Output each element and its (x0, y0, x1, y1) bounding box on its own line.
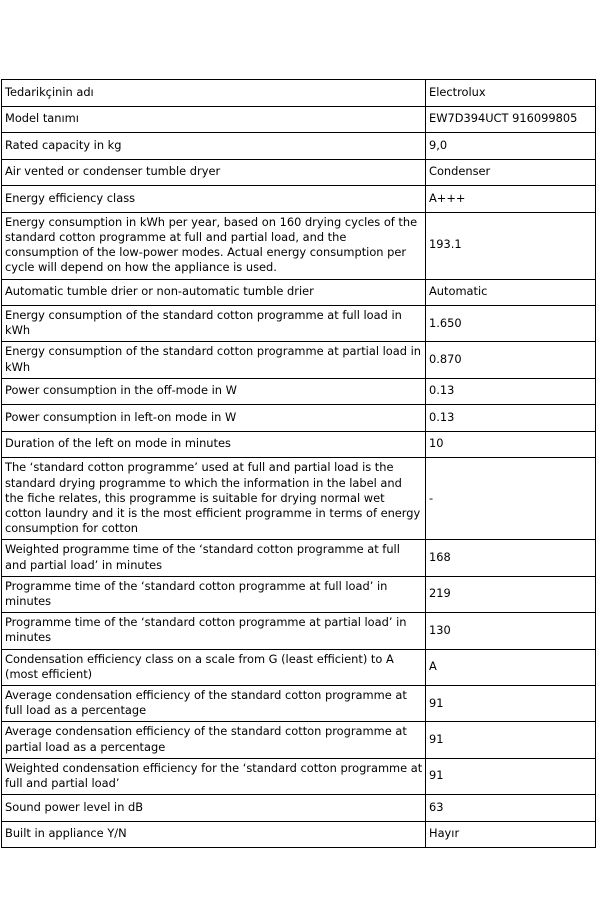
row-label: Model tanımı (2, 106, 426, 133)
row-label: Tedarikçinin adı (2, 80, 426, 107)
row-value: 193.1 (426, 212, 596, 279)
row-value: - (426, 458, 596, 540)
row-value: 1.650 (426, 306, 596, 342)
table-row (2, 306, 596, 342)
table-row (2, 186, 596, 213)
row-label: Energy efficiency class (2, 186, 426, 213)
product-fiche (1, 79, 595, 848)
table-row (2, 212, 596, 279)
table-row (2, 405, 596, 432)
table-row (2, 133, 596, 160)
row-label: Average condensation efficiency of the standard cotton programme at full load as a percentage (2, 685, 426, 721)
row-value: Condenser (426, 159, 596, 186)
row-label: Power consumption in left-on mode in W (2, 405, 426, 432)
row-label: Rated capacity in kg (2, 133, 426, 160)
table-row (2, 106, 596, 133)
row-value: Automatic (426, 279, 596, 306)
row-value: Electrolux (426, 80, 596, 107)
row-label: Automatic tumble drier or non-automatic tumble drier (2, 279, 426, 306)
row-label: Average condensation efficiency of the standard cotton programme at partial load as a percentage (2, 722, 426, 758)
row-label: Programme time of the ‘standard cotton programme at full load’ in minutes (2, 576, 426, 612)
table-row (2, 159, 596, 186)
row-label: Duration of the left on mode in minutes (2, 431, 426, 458)
row-value: A+++ (426, 186, 596, 213)
table-row (2, 378, 596, 405)
row-label: Energy consumption in kWh per year, based on 160 drying cycles of the standard cotton programme at full and partial load, and the consumption of the low-power modes. Actual energy consumption per cycle will depend on how the appliance is used. (2, 212, 426, 279)
row-value: Hayır (426, 821, 596, 848)
row-value: A (426, 649, 596, 685)
row-value: 0.13 (426, 378, 596, 405)
table-row (2, 722, 596, 758)
row-value: 9,0 (426, 133, 596, 160)
table-row (2, 821, 596, 848)
row-value: 130 (426, 613, 596, 649)
row-label: Programme time of the ‘standard cotton programme at partial load’ in minutes (2, 613, 426, 649)
table-row (2, 458, 596, 540)
table-row (2, 758, 596, 794)
row-label: Weighted condensation efficiency for the ‘standard cotton programme at full and partial load’ (2, 758, 426, 794)
row-value: 0.13 (426, 405, 596, 432)
table-row (2, 540, 596, 576)
table-row (2, 431, 596, 458)
row-label: The ‘standard cotton programme’ used at full and partial load is the standard drying programme to which the information in the label and the fiche relates, this programme is suitable for drying normal wet cotton laundry and it is the most efficient programme in terms of energy consumption for cotton (2, 458, 426, 540)
row-value: 168 (426, 540, 596, 576)
row-label: Power consumption in the off-mode in W (2, 378, 426, 405)
table-row (2, 649, 596, 685)
row-label: Energy consumption of the standard cotton programme at full load in kWh (2, 306, 426, 342)
table-row (2, 279, 596, 306)
row-value: 91 (426, 758, 596, 794)
row-value: 0.870 (426, 342, 596, 378)
row-value: 63 (426, 795, 596, 822)
row-label: Sound power level in dB (2, 795, 426, 822)
product-fiche-table (1, 79, 596, 848)
row-value: 219 (426, 576, 596, 612)
table-row (2, 613, 596, 649)
row-value: 91 (426, 685, 596, 721)
row-label: Energy consumption of the standard cotton programme at partial load in kWh (2, 342, 426, 378)
table-row (2, 576, 596, 612)
table-row (2, 685, 596, 721)
table-row (2, 795, 596, 822)
row-value: 91 (426, 722, 596, 758)
row-label: Condensation efficiency class on a scale from G (least efficient) to A (most efficient) (2, 649, 426, 685)
table-row (2, 80, 596, 107)
row-label: Weighted programme time of the ‘standard cotton programme at full and partial load’ in minutes (2, 540, 426, 576)
row-value: 10 (426, 431, 596, 458)
row-label: Air vented or condenser tumble dryer (2, 159, 426, 186)
row-label: Built in appliance Y/N (2, 821, 426, 848)
table-row (2, 342, 596, 378)
row-value: EW7D394UCT 916099805 (426, 106, 596, 133)
